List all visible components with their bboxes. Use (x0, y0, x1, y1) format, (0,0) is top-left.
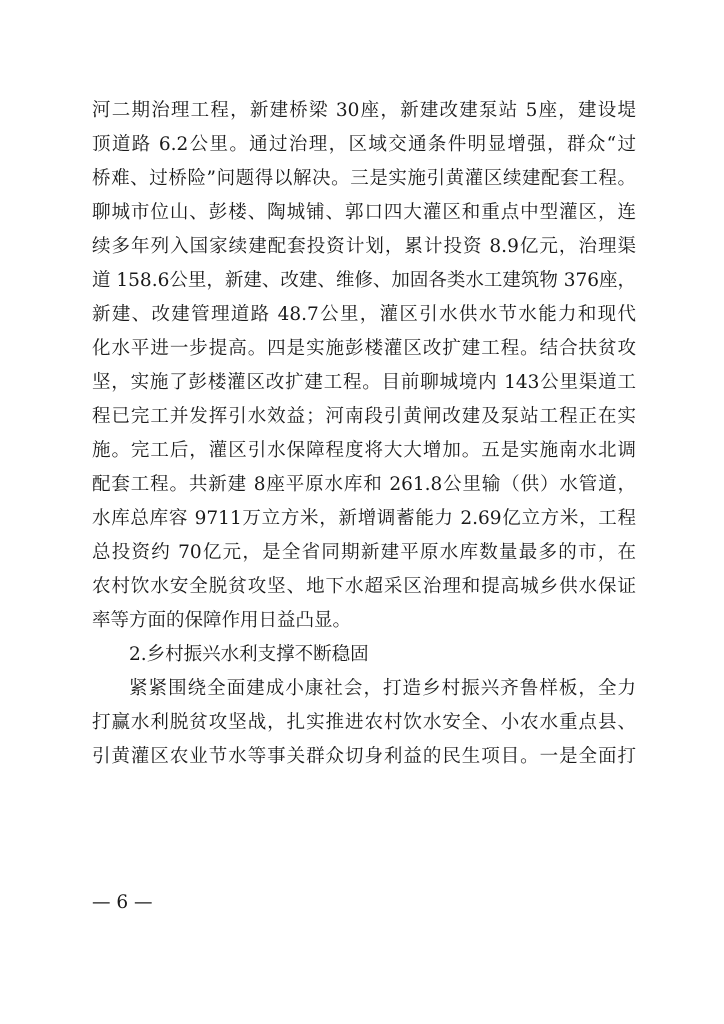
paragraph-line: 新建、改建管理道路 48.7公里，灌区引水供水节水能力和现代 (92, 304, 636, 325)
paragraph-line: 道 158.6公里，新建、改建、维修、加固各类水工建筑物 376座， (92, 270, 636, 291)
paragraph-line: 程已完工并发挥引水效益；河南段引黄闸改建及泵站工程正在实 (92, 406, 636, 427)
paragraph-line: 化水平进一步提高。四是实施彭楼灌区改扩建工程。结合扶贫攻 (92, 338, 636, 359)
paragraph-line: 率等方面的保障作用日益凸显。 (92, 610, 352, 631)
paragraph-line: 聊城市位山、彭楼、陶城铺、郭口四大灌区和重点中型灌区，连 (92, 202, 636, 223)
paragraph-line: 坚，实施了彭楼灌区改扩建工程。目前聊城境内 143公里渠道工 (92, 372, 636, 393)
paragraph-line: 紧紧围绕全面建成小康社会，打造乡村振兴齐鲁样板，全力 (129, 678, 636, 699)
paragraph-line: 水库总库容 9711万立方米，新增调蓄能力 2.69亿立方米，工程 (92, 508, 636, 529)
document-body (92, 94, 636, 774)
paragraph-line: 农村饮水安全脱贫攻坚、地下水超采区治理和提高城乡供水保证 (92, 576, 636, 597)
paragraph-line: 续多年列入国家续建配套投资计划，累计投资 8.9亿元，治理渠 (92, 236, 636, 257)
page-number: — 6 — (92, 892, 153, 913)
paragraph-line: 施。完工后，灌区引水保障程度将大大增加。五是实施南水北调 (92, 440, 636, 461)
paragraph-line: 顶道路 6.2公里。通过治理，区域交通条件明显增强，群众“过 (92, 134, 636, 155)
paragraph-line: 总投资约 70亿元，是全省同期新建平原水库数量最多的市，在 (92, 542, 636, 563)
paragraph-line: 配套工程。共新建 8座平原水库和 261.8公里输（供）水管道， (92, 474, 636, 495)
paragraph-line: 引黄灌区农业节水等事关群众切身利益的民生项目。一是全面打 (92, 746, 636, 767)
paragraph-line: 桥难、过桥险”问题得以解决。三是实施引黄灌区续建配套工程。 (92, 168, 636, 189)
section-heading: 2.乡村振兴水利支撑不断稳固 (129, 644, 369, 665)
paragraph-line: 打赢水利脱贫攻坚战，扎实推进农村饮水安全、小农水重点县、 (92, 712, 636, 733)
paragraph-line: 河二期治理工程，新建桥梁 30座，新建改建泵站 5座，建设堤 (92, 100, 636, 121)
